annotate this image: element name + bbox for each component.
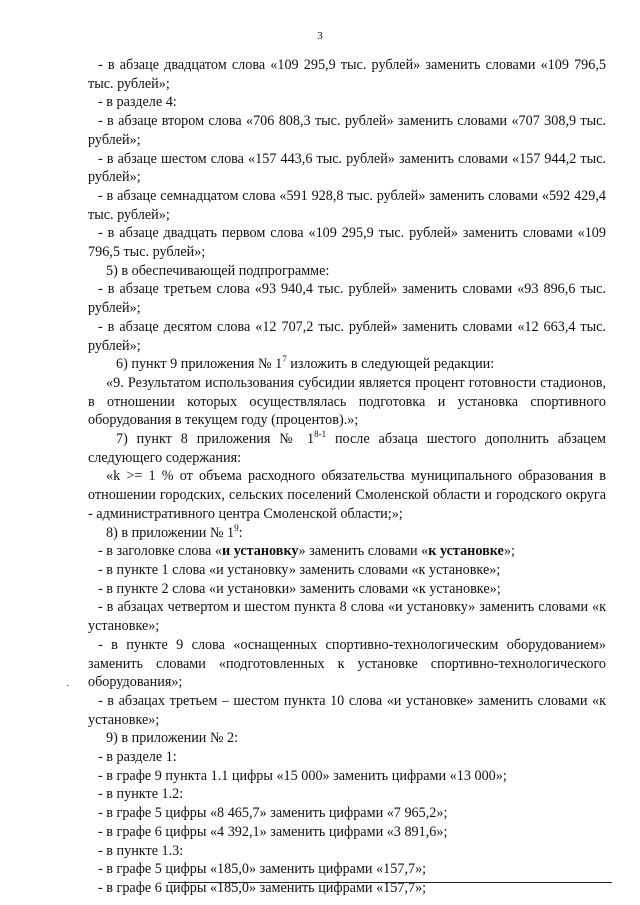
margin-mark: · [66,681,70,692]
paragraph-10: «9. Результатом использования субсидии является процент готовности стадионов, в отношении которых осуществлялась подготовка и установка спортивного оборудования в текущем году (процентов).»; [88,374,606,429]
paragraph-5: - в абзаце двадцать первом слова «109 295,9 тыс. рублей» заменить словами «109 796,5 тыс. рублей»; [88,225,606,261]
paragraph-17: - в абзацах четвертом и шестом пункта 8 слова «и установку» заменить словами «к установке»; [88,599,606,635]
paragraph-20: 9) в приложении № 2: [106,730,239,747]
paragraph-12: «k >= 1 % от объема расходного обязательства муниципального образования в отношении городских, сельских поселений Смоленской области и городского округа - административного центра Смоленской области;»; [88,468,606,522]
paragraph-15: - в пункте 1 слова «и установку» заменить словами «к установке»; [98,561,501,578]
paragraph-9-tail: изложить в следующей редакции: [286,356,495,373]
document-body [88,56,606,898]
paragraph-23: - в пункте 1.2: [98,786,184,803]
superscript-9: 9 [234,522,239,533]
footer-rule [168,882,612,883]
bold-phrase-2: к установке [428,543,504,560]
paragraph-11-text: 7) пункт 8 приложения № 1 [116,431,315,448]
paragraph-2: - в абзаце втором слова «706 808,3 тыс. рублей» заменить словами «707 308,9 тыс. рублей»; [88,113,606,148]
paragraph-19: - в абзацах третьем – шестом пункта 10 слова «и установке» заменить словами «к установке»; [88,692,606,728]
paragraph-13-tail: : [238,524,243,541]
paragraph-11 [88,430,606,467]
paragraph-21: - в разделе 1: [98,749,177,766]
paragraph-9 [88,355,606,374]
paragraph-8: - в абзаце десятом слова «12 707,2 тыс. рублей» заменить словами «12 663,4 тыс. рублей»; [88,318,606,354]
paragraph-4: - в абзаце семнадцатом слова «591 928,8 тыс. рублей» заменить словами «592 429,4 тыс. рублей»; [88,187,606,223]
paragraph-18: - в пункте 9 слова «оснащенных спортивно-технологическим оборудованием» заменить словами «подготовленных к установке спортивно-технологического оборудования»; [88,636,606,691]
superscript-7: 7 [282,354,287,365]
paragraph-14-middle: » заменить словами « [298,543,429,560]
paragraph-22: - в графе 9 пункта 1.1 цифры «15 000» заменить цифрами «13 000»; [98,767,507,784]
paragraph-0: - в абзаце двадцатом слова «109 295,9 тыс. рублей» заменить словами «109 796,5 тыс. рублей»; [88,57,606,92]
paragraph-14-tail: »; [503,543,515,560]
paragraph-1: - в разделе 4: [98,94,177,111]
paragraph-27: - в графе 5 цифры «185,0» заменить цифрами «157,7»; [98,861,427,878]
paragraph-11-tail: после абзаца шестого дополнить абзацем следующего содержания: [88,431,607,466]
paragraph-26: - в пункте 1.3: [98,842,184,859]
paragraph-7: - в абзаце третьем слова «93 940,4 тыс. рублей» заменить словами «93 896,6 тыс. рублей»; [88,281,606,317]
bold-phrase-1: и установку [221,543,299,560]
paragraph-6: 5) в обеспечивающей подпрограмме: [106,262,330,279]
paragraph-9-text: 6) пункт 9 приложения № 1 [116,356,283,373]
page-number: 3 [317,30,323,42]
superscript-8-1: 8-1 [314,429,327,440]
paragraph-25: - в графе 6 цифры «4 392,1» заменить цифрами «3 891,6»; [98,823,448,840]
paragraph-16: - в пункте 2 слова «и установки» заменить словами «к установке»; [98,580,501,597]
paragraph-13-text: 8) в приложении № 1 [106,524,235,541]
paragraph-14-text: - в заголовке слова « [98,543,222,560]
paragraph-14 [88,542,606,561]
paragraph-13 [88,524,606,543]
paragraph-28: - в графе 6 цифры «185,0» заменить цифрами «157,7»; [98,879,427,896]
paragraph-24: - в графе 5 цифры «8 465,7» заменить цифрами «7 965,2»; [98,805,448,822]
paragraph-3: - в абзаце шестом слова «157 443,6 тыс. рублей» заменить словами «157 944,2 тыс. рублей»; [88,150,606,186]
